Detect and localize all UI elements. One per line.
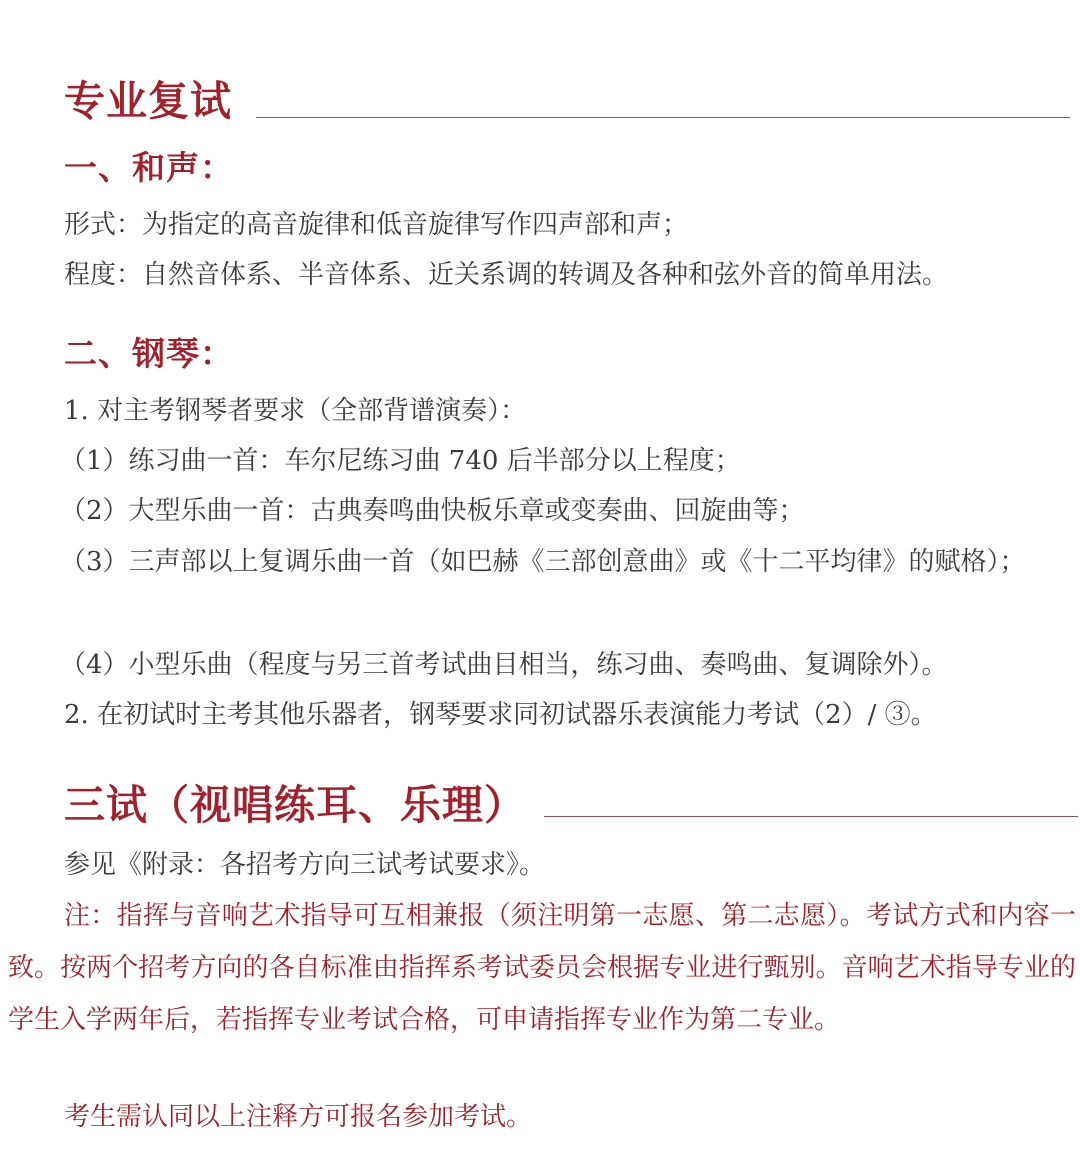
piano-subitem-4: （4）小型乐曲（程度与另三首考试曲目相当，练习曲、奏鸣曲、复调除外）。 (60, 650, 948, 680)
section-rule-professional (256, 117, 1070, 118)
section-title-third: 三试（视唱练耳、乐理） (64, 781, 526, 829)
piano-subitem-3: （3）三声部以上复调乐曲一首（如巴赫《三部创意曲》或《十二平均律》的赋格）； (60, 547, 1026, 577)
section-title-professional: 专业复试 (64, 77, 232, 125)
subheading-harmony: 一、和声： (64, 148, 234, 187)
piano-subitem-2: （2）大型乐曲一首：古典奏鸣曲快板乐章或变奏曲、回旋曲等； (60, 496, 805, 526)
section-rule-third (544, 816, 1078, 817)
third-reference-text: 参见《附录：各招考方向三试考试要求》。 (64, 850, 546, 880)
section-heading-professional (64, 62, 232, 125)
section-heading-third (64, 766, 526, 829)
third-note-text: 注：指挥与音响艺术指导可互相兼报（须注明第一志愿、第二志愿）。考试方式和内容一致。按两个招考方向的各自标准由指挥系考试委员会根据专业进行甄别。音响艺术指导专业的学生入学两年后，若指挥专业考试合格，可申请指挥专业作为第二专业。 (8, 901, 1076, 1035)
piano-subitem-1: （1）练习曲一首：车尔尼练习曲 740 后半部分以上程度； (60, 446, 741, 476)
piano-item-2: 2. 在初试时主考其他乐器者，钢琴要求同初试器乐表演能力考试（2）/ ③。 (64, 700, 937, 730)
harmony-form-text: 形式：为指定的高音旋律和低音旋律写作四声部和声； (64, 210, 689, 240)
harmony-level-text: 程度：自然音体系、半音体系、近关系调的转调及各种和弦外音的简单用法。 (64, 260, 949, 290)
third-closing-text: 考生需认同以上注释方可报名参加考试。 (64, 1102, 533, 1132)
subheading-piano: 二、钢琴： (64, 334, 234, 373)
piano-item-1: 1. 对主考钢琴者要求（全部背谱演奏）： (64, 396, 527, 426)
